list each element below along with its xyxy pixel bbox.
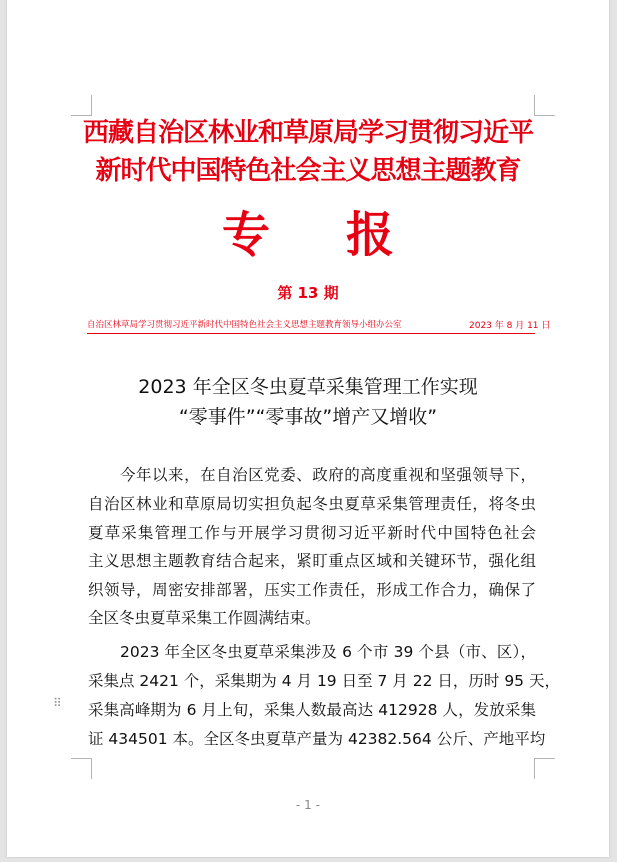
body-text-line: 织领导，周密安排部署，压实工作责任，形成工作合力，确保了 xyxy=(88,581,536,599)
body-text-line: 全区冬虫夏草采集工作圆满结束。 xyxy=(88,609,321,627)
body-text-line: 主义思想主题教育结合起来，紧盯重点区域和关键环节，强化组 xyxy=(88,552,536,570)
margin-corner-mark xyxy=(534,758,555,779)
margin-corner-mark xyxy=(71,758,92,779)
red-divider xyxy=(87,333,535,334)
article-title-line-2: “零事件”“零事故”增产又增收” xyxy=(178,406,438,428)
document-page xyxy=(7,0,609,857)
drag-handle-icon[interactable]: ⠿ xyxy=(53,696,63,710)
body-text-line: 采集高峰期为 6 月上旬，采集人数最高达 412928 人，发放采集 xyxy=(88,701,536,719)
page-number: - 1 - xyxy=(296,798,320,812)
body-text-line: 2023 年全区冬虫夏草采集涉及 6 个市 39 个县（市、区）， xyxy=(120,643,536,661)
report-char: 报 xyxy=(346,207,395,263)
body-text-line: 采集点 2421 个，采集期为 4 月 19 日至 7 月 22 日，历时 95 天， xyxy=(88,672,560,690)
article-title-line-1: 2023 年全区冬虫夏草采集管理工作实现 xyxy=(138,376,478,398)
issue-number: 第 13 期 xyxy=(277,284,339,302)
issuing-office: 自治区林草局学习贯彻习近平新时代中国特色社会主义思想主题教育领导小组办公室 xyxy=(87,320,402,330)
masthead-line-1: 西藏自治区林业和草原局学习贯彻习近平 xyxy=(82,118,533,148)
body-text-line: 证 434501 本。全区冬虫夏草产量为 42382.564 公斤、产地平均 xyxy=(88,730,546,748)
body-text-line: 夏草采集管理工作与开展学习贯彻习近平新时代中国特色社会 xyxy=(88,524,536,542)
body-text-line: 今年以来，在自治区党委、政府的高度重视和坚强领导下， xyxy=(120,466,536,484)
body-text-line: 自治区林业和草原局切实担负起冬虫夏草采集管理责任，将冬虫 xyxy=(88,495,536,513)
report-heading xyxy=(7,196,609,265)
masthead-line-2: 新时代中国特色社会主义思想主题教育 xyxy=(95,156,521,186)
issue-date: 2023 年 8 月 11 日 xyxy=(469,321,551,331)
report-char: 专 xyxy=(221,207,270,263)
